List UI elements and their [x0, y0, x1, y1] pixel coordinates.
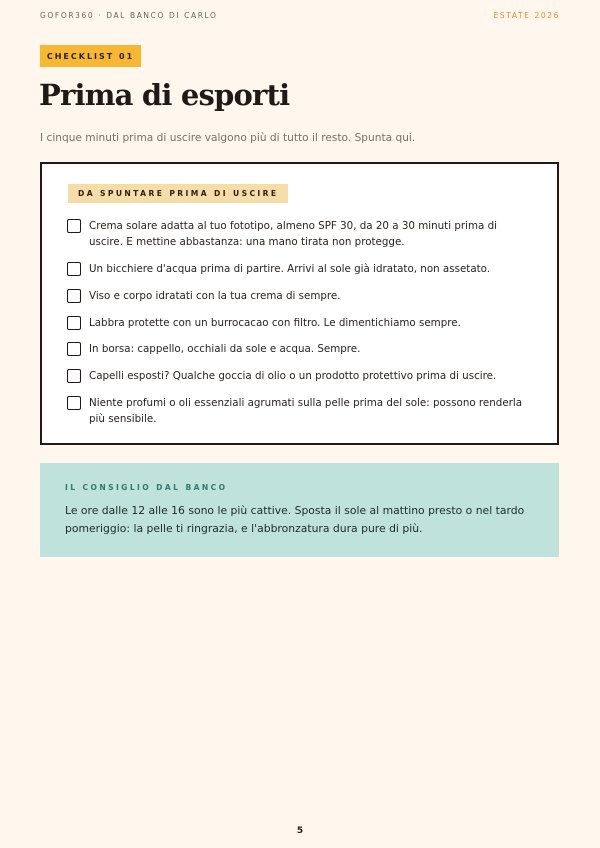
checkbox[interactable]: [67, 316, 81, 330]
checklist-item-text: Viso e corpo idratati con la tua crema di sempre.: [89, 290, 341, 302]
tip-text: Le ore dalle 12 alle 16 sono le più cattive. Sposta il sole al mattino presto o nel tardo pomeriggio: la pelle ti ringrazia, e l'abbronzatura dura pure di più.: [65, 504, 525, 535]
publication-name: GOFOR360 · DAL BANCO DI CARLO: [40, 11, 218, 20]
checklist-item[interactable]: [67, 218, 529, 250]
tip-box: [40, 463, 559, 557]
tip-label: IL CONSIGLIO DAL BANCO: [65, 483, 228, 492]
checklist-item[interactable]: [67, 288, 529, 304]
checklist-item-text: Niente profumi o oli essenziali agrumati sulla pelle prima del sole: possono renderla più sensibile.: [89, 397, 523, 425]
checklist-item-text: Labbra protette con un burrocacao con filtro. Le dimentichiamo sempre.: [89, 317, 461, 329]
checkbox[interactable]: [67, 289, 81, 303]
checklist-item-text: Crema solare adatta al tuo fototipo, almeno SPF 30, da 20 a 30 minuti prima di uscire. E mettine abbastanza: una mano tirata non protegge.: [89, 220, 497, 248]
page-title: Prima di esporti: [39, 78, 290, 112]
checkbox[interactable]: [67, 219, 81, 233]
checklist-item-text: Un bicchiere d'acqua prima di partire. Arrivi al sole già idratato, non assetato.: [89, 263, 491, 275]
checklist-card: [40, 162, 559, 445]
checklist-label: DA SPUNTARE PRIMA DI USCIRE: [68, 184, 288, 203]
checkbox[interactable]: [67, 342, 81, 356]
checklist-item[interactable]: [67, 315, 529, 331]
checkbox[interactable]: [67, 369, 81, 383]
section-tag: CHECKLIST 01: [40, 45, 141, 67]
page-number: 5: [296, 826, 304, 836]
checklist-item[interactable]: [67, 395, 529, 427]
running-header: [40, 11, 560, 20]
page-subtitle: I cinque minuti prima di uscire valgono più di tutto il resto. Spunta qui.: [40, 132, 416, 144]
edition-label: ESTATE 2026: [493, 11, 560, 20]
checklist-item-text: Capelli esposti? Qualche goccia di olio o un prodotto protettivo prima di uscire.: [89, 370, 497, 382]
checklist-item[interactable]: [67, 341, 529, 357]
checkbox[interactable]: [67, 262, 81, 276]
checklist-item[interactable]: [67, 261, 529, 277]
checklist-item[interactable]: [67, 368, 529, 384]
checkbox[interactable]: [67, 396, 81, 410]
checklist-item-text: In borsa: cappello, occhiali da sole e acqua. Sempre.: [89, 343, 361, 355]
